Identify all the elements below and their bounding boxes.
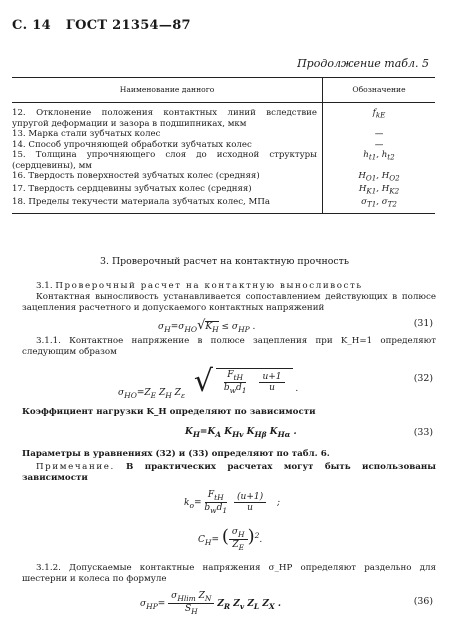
table-row (12, 184, 435, 197)
equation-number-32: (32) (413, 373, 433, 384)
equation-number-33: (33) (413, 427, 433, 438)
row-symbol: $H_{O1}$, $H_{O2}$ (358, 171, 400, 183)
equation-number-36: (36) (413, 596, 433, 607)
formula-k0: $k_o=$ $\frac{F_{tH}}{b_wd_1}$ $\frac{(u+1)}{u}$ ; (184, 490, 281, 515)
row-symbol: $H_{K1}$, $H_{K2}$ (358, 184, 400, 196)
note-label: Примечание. (36, 462, 115, 472)
standard-number: ГОСТ 21354—87 (65, 18, 191, 33)
row-symbol: — (374, 129, 384, 139)
row-symbol: $f_{kE}$ (372, 108, 386, 120)
note (22, 462, 436, 484)
row-name: 14. Способ упрочняющей обработки зубчатых колес (12, 140, 323, 151)
coef-text: Коэффициент нагрузки K_H определяют по зависимости (22, 407, 316, 417)
row-name: 16. Твердость поверхностей зубчатых колес (средняя) (12, 171, 323, 184)
section-title: 3. Проверочный расчет на контактную прочность (100, 256, 349, 267)
row-name: 17. Твердость сердцевины зубчатых колес (средняя) (12, 184, 323, 197)
formula-36: $\sigma_{HP}=$ $\frac{\sigma_{Hlim} Z_N}{S_H}$ $Z_R$ $Z_v$ $Z_L$ $Z_X$ . (140, 591, 282, 616)
formula-ch: $C_H=$ ( $\frac{\sigma_H}{Z_E}$ )$^2$. (198, 526, 263, 552)
table-row (12, 197, 435, 213)
formula-33: $K_H=K_A$ $K_{Hv}$ $K_{H\beta}$ $K_{H\alpha}$ . (185, 427, 297, 439)
row-symbol: $h_{t1}$, $h_{t2}$ (363, 150, 395, 162)
table-header-row (12, 78, 435, 103)
paragraph-3-1 (22, 281, 436, 292)
col-header-symbol: Обозначение (323, 78, 436, 103)
page-header (12, 18, 191, 33)
table-row (12, 171, 435, 184)
paragraph-3-1-2: 3.1.2. Допускаемые контактные напряжения σ_HP определяют раздельно для шестерни и колеса по формуле (22, 563, 436, 584)
row-symbol: — (374, 139, 384, 150)
table-row (12, 150, 435, 171)
row-name: 12. Отклонение положения контактных линий вследствие упругой деформации и зазора в подшипниках, мкм (12, 103, 323, 130)
paragraph-3-1-text: Контактная выносливость устанавливается сопоставлением действующих в полюсе зацепления расчетного и допускаемого контактных напряжений (22, 292, 436, 313)
formula-31: $\sigma_H=\sigma_{HO}√K_H \le \sigma_{HP}$ . (158, 318, 256, 334)
table-continuation: Продолжение табл. 5 (297, 57, 429, 70)
col-header-name: Наименование данного (12, 78, 323, 103)
clause-heading: Проверочный расчет на контактную выносливость (55, 281, 363, 291)
paragraph-3-1-1: 3.1.1. Контактное напряжение в полюсе зацепления при K_H=1 определяют следующим образом (22, 336, 436, 357)
table-row (12, 103, 435, 130)
params-text: Параметры в уравнениях (32) и (33) определяют по табл. 6. (22, 449, 330, 459)
formula-32: $\sigma_{HO}=Z_E$ $Z_H$ $Z_\varepsilon$ √ $\frac{F_{tH}}{b_wd_1}$ $\frac{u+1}{u}$ . (118, 364, 299, 400)
note-text: В практических расчетах могут быть использованы зависимости (22, 462, 436, 483)
equation-number-31: (31) (413, 318, 433, 329)
page-number: С. 14 (12, 18, 51, 33)
row-name: 18. Пределы текучести материала зубчатых колес, МПа (12, 197, 323, 213)
table-row (12, 140, 435, 151)
row-symbol: $\sigma_{T1}$, $\sigma_{T2}$ (323, 197, 436, 213)
clause-number: 3.1. (36, 281, 53, 291)
row-name: 13. Марка стали зубчатых колес (12, 129, 323, 140)
table-5 (12, 77, 435, 214)
table-row (12, 129, 435, 140)
row-name: 15. Толщина упрочняющего слоя до исходной структуры (сердцевины), мм (12, 150, 323, 171)
